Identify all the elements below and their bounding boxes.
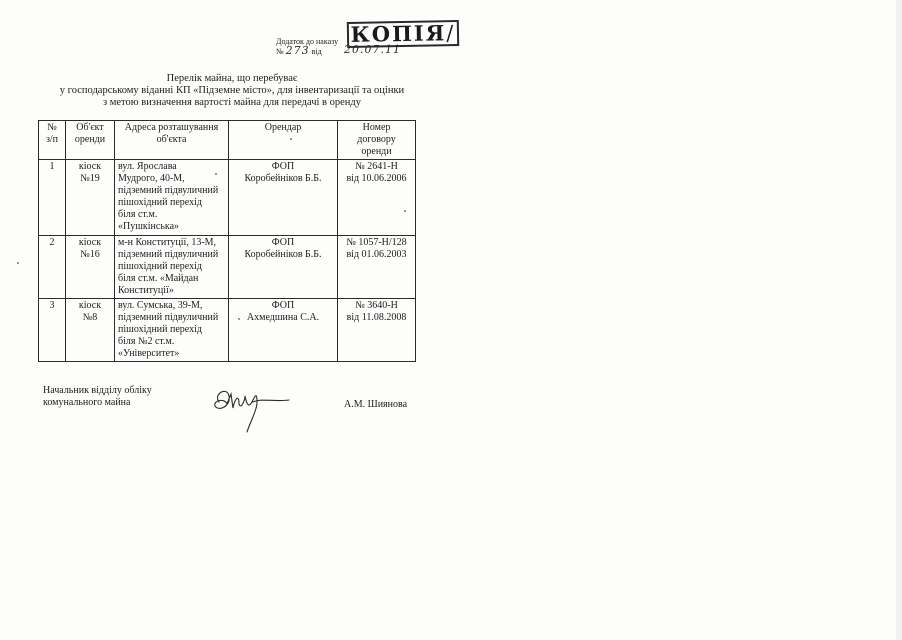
row-num: 3 — [39, 299, 66, 362]
lessee-line: Ахмедшина С.А. — [246, 312, 320, 323]
object-line: кіоск — [78, 237, 102, 248]
scan-speck — [290, 138, 292, 140]
row-object — [66, 160, 115, 236]
header-object — [66, 121, 115, 160]
lessee-line: ФОП — [271, 300, 295, 311]
object-line: кіоск — [78, 300, 102, 311]
copy-stamp-slash: / — [446, 21, 456, 46]
header-contract — [338, 121, 416, 160]
address-line: біля ст.м. «Майдан — [118, 273, 199, 284]
annex-number-prefix: № — [276, 47, 284, 56]
contract-line: № 2641-Н — [355, 161, 398, 172]
lessee-line: ФОП — [271, 161, 295, 172]
header-num-line: з/п — [45, 134, 59, 145]
contract-line: № 3640-Н — [355, 300, 398, 311]
row-num: 1 — [39, 160, 66, 236]
header-lessee: Орендар — [229, 121, 338, 160]
row-contract — [338, 160, 416, 236]
annex-label: Додаток до наказу — [276, 37, 339, 46]
header-address-line: об'єкта — [156, 134, 187, 145]
address-line: «Університет» — [118, 348, 180, 359]
row-address — [115, 160, 229, 236]
address-line: підземний підвуличний — [118, 249, 219, 260]
address-line: Мудрого, 40-М, — [118, 173, 185, 184]
object-line: №8 — [82, 312, 98, 323]
contract-line: від 10.06.2006 — [346, 173, 407, 184]
header-address — [115, 121, 229, 160]
lessee-line: ФОП — [271, 237, 295, 248]
row-lessee — [229, 299, 338, 362]
row-object — [66, 236, 115, 299]
contract-line: від 11.08.2008 — [346, 312, 407, 323]
row-address — [115, 236, 229, 299]
scan-speck — [238, 318, 240, 320]
header-object-line: оренди — [74, 134, 106, 145]
row-contract — [338, 236, 416, 299]
copy-stamp-text: КОПІЯ — [350, 20, 447, 47]
title-line-1: Перелік майна, що перебуває — [166, 73, 298, 84]
scan-edge-shade — [896, 0, 902, 640]
row-lessee — [229, 160, 338, 236]
address-line: Конституції» — [118, 285, 174, 296]
address-line: пішохідний перехід — [118, 261, 202, 272]
signer-name: А.М. Шиянова — [344, 399, 408, 410]
title-line-3: з метою визначення вартості майна для передачі в оренду — [102, 97, 361, 108]
object-line: №16 — [80, 249, 100, 260]
address-line: біля №2 ст.м. — [118, 336, 175, 347]
row-object — [66, 299, 115, 362]
title-line-2: у господарському віданні КП «Підземне місто», для інвентаризації та оцінки — [59, 85, 405, 96]
annex-date-handwritten: 20.07.11 — [344, 43, 401, 56]
header-contract-line: договору — [357, 134, 396, 145]
address-line: пішохідний перехід — [118, 324, 202, 335]
table-row — [39, 236, 416, 299]
header-num — [39, 121, 66, 160]
signer-position-line-1: Начальник відділу обліку — [43, 385, 152, 396]
header-contract-line: оренди — [361, 146, 392, 157]
contract-line: № 1057-Н/128 — [346, 237, 407, 248]
address-line: пішохідний перехід — [118, 197, 202, 208]
address-line: вул. Сумська, 39-М, — [118, 300, 203, 311]
annex-number-line — [276, 46, 346, 56]
handwritten-signature — [205, 380, 295, 436]
object-line: кіоск — [78, 161, 102, 172]
signer-position-line-2: комунального майна — [43, 397, 131, 408]
row-lessee — [229, 236, 338, 299]
address-line: м-н Конституції, 13-М, — [118, 237, 217, 248]
table-row — [39, 299, 416, 362]
document-title — [40, 73, 424, 109]
header-address-line: Адреса розташування — [124, 122, 219, 133]
annex-reference — [276, 37, 401, 57]
scan-speck — [404, 210, 406, 212]
address-line: «Пушкінська» — [118, 221, 180, 232]
address-line: підземний підвуличний — [118, 185, 219, 196]
row-address — [115, 299, 229, 362]
contract-line: від 01.06.2003 — [346, 249, 407, 260]
object-line: №19 — [80, 173, 100, 184]
row-contract — [338, 299, 416, 362]
scan-speck — [17, 262, 19, 264]
table-header-row — [39, 121, 416, 160]
scan-speck — [215, 173, 217, 175]
copy-stamp — [347, 20, 459, 48]
header-num-line: № — [47, 122, 57, 133]
address-line: вул. Ярослава — [118, 161, 177, 172]
signer-position — [43, 385, 152, 409]
address-line: біля ст.м. — [118, 209, 158, 220]
table-row — [39, 160, 416, 236]
header-contract-line: Номер — [362, 122, 391, 133]
lessee-line: Коробейніков Б.Б. — [244, 249, 322, 260]
property-table — [38, 120, 416, 362]
annex-number-handwritten: 273 — [285, 44, 310, 57]
address-line: підземний підвуличний — [118, 312, 219, 323]
row-num: 2 — [39, 236, 66, 299]
annex-date-prefix: від — [311, 47, 322, 56]
lessee-line: Коробейніков Б.Б. — [244, 173, 322, 184]
header-object-line: Об'єкт — [76, 122, 104, 133]
